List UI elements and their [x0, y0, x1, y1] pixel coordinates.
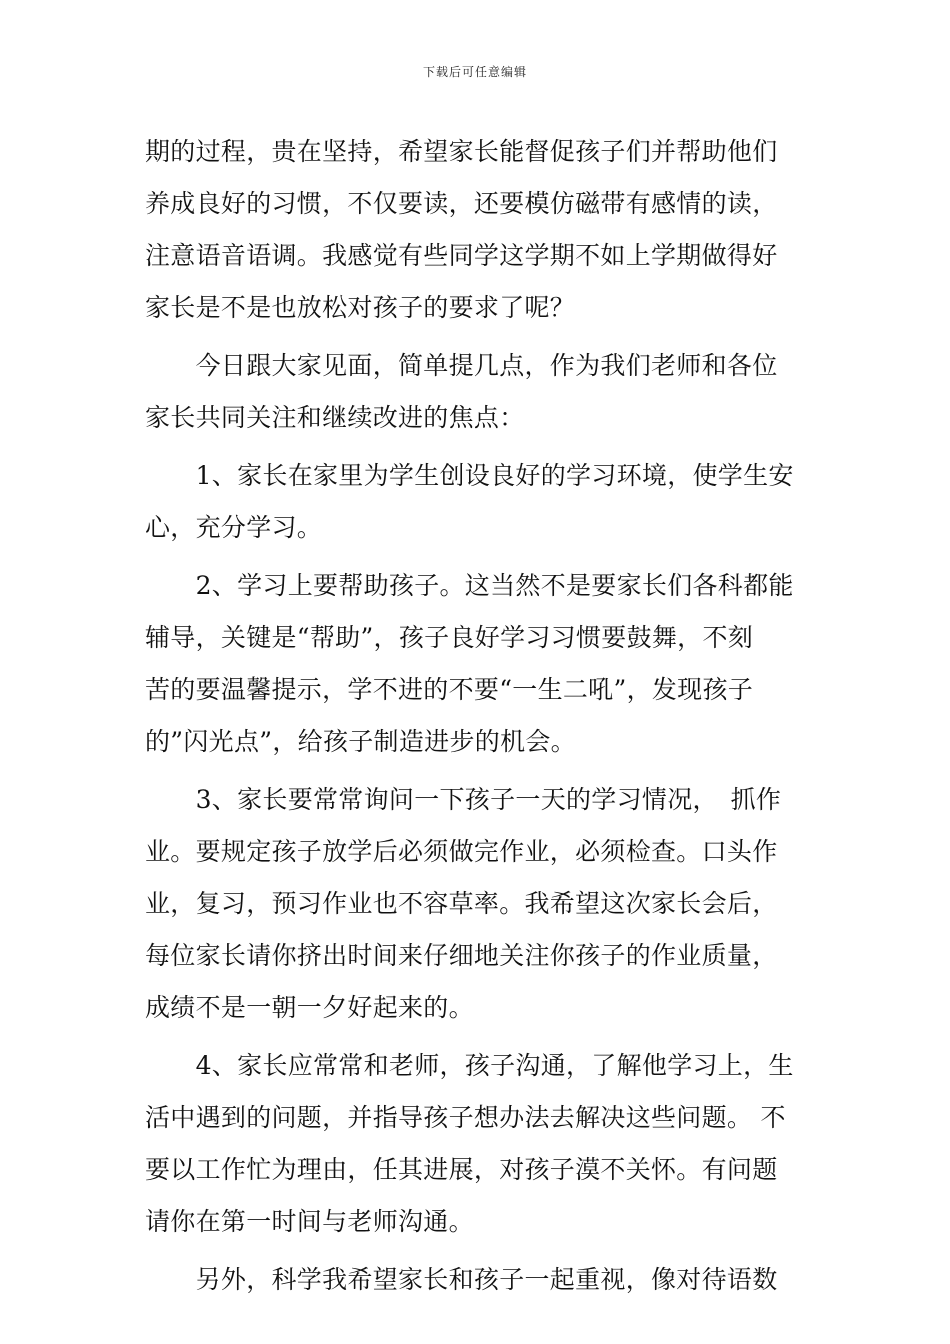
- text-line: 养成良好的习惯，不仅要读，还要模仿磁带有感情的读，: [145, 189, 778, 218]
- document-body: [145, 126, 815, 1306]
- text-line: 期的过程，贵在坚持，希望家长能督促孩子们并帮助他们: [145, 137, 778, 166]
- text-line: 成绩不是一朝一夕好起来的。: [145, 993, 474, 1022]
- text-line: 业。要规定孩子放学后必须做完作业，必须检查。口头作: [145, 837, 778, 866]
- page-header-note: 下载后可任意编辑: [422, 65, 527, 79]
- text-line: 另外，科学我希望家长和孩子一起重视，像对待语数: [145, 1265, 778, 1294]
- text-line: 的”闪光点”，给孩子制造进步的机会。: [145, 727, 576, 756]
- text-line: 家长共同关注和继续改进的焦点：: [145, 403, 525, 432]
- text-line: 要以工作忙为理由，任其进展，对孩子漠不关怀。有问题: [145, 1155, 778, 1184]
- text-line: 活中遇到的问题，并指导孩子想办法去解决这些问题。 不: [145, 1103, 786, 1132]
- text-line: 辅导，关键是“帮助”，孩子良好学习习惯要鼓舞，不刻: [145, 623, 754, 652]
- text-line: 3、家长要常常询问一下孩子一天的学习情况， 抓作: [145, 785, 782, 814]
- text-line: 心，充分学习。: [145, 513, 323, 542]
- text-line: 今日跟大家见面，简单提几点，作为我们老师和各位: [145, 351, 778, 380]
- text-line: 家长是不是也放松对孩子的要求了呢？: [145, 293, 576, 322]
- text-line: 2、学习上要帮助孩子。这当然不是要家长们各科都能: [145, 571, 794, 600]
- text-line: 4、家长应常常和老师，孩子沟通，了解他学习上，生: [145, 1051, 794, 1080]
- text-line: 苦的要温馨提示，学不进的不要“一生二吼”，发现孩子: [145, 675, 754, 704]
- text-line: 每位家长请你挤出时间来仔细地关注你孩子的作业质量，: [145, 941, 778, 970]
- text-line: 注意语音语调。我感觉有些同学这学期不如上学期做得好: [145, 241, 778, 270]
- text-line: 1、家长在家里为学生创设良好的学习环境，使学生安: [145, 461, 794, 490]
- text-line: 业，复习，预习作业也不容草率。我希望这次家长会后，: [145, 889, 778, 918]
- text-line: 请你在第一时间与老师沟通。: [145, 1207, 474, 1236]
